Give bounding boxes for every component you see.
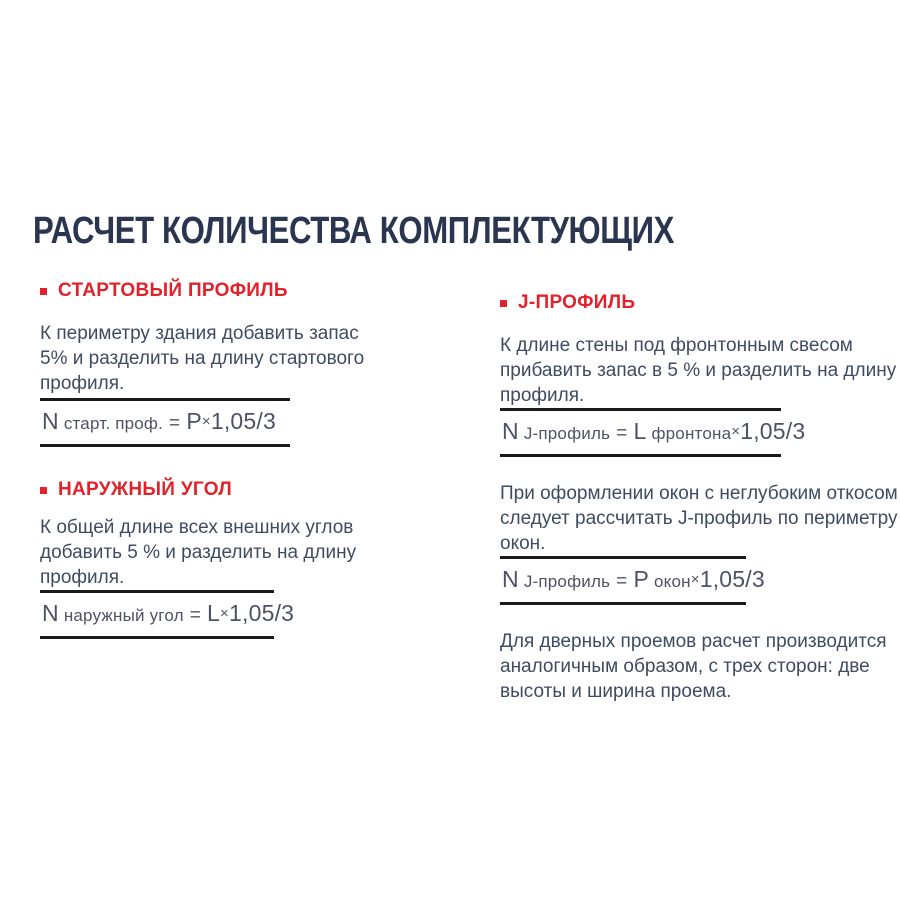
section-heading-label: СТАРТОВЫЙ ПРОФИЛЬ	[58, 280, 288, 301]
paragraph-line: К общей длине всех внешних углов	[40, 517, 354, 538]
paragraph-outer-corner	[40, 515, 362, 590]
formula-n: N	[502, 418, 519, 444]
formula-value: 1,05/3	[740, 418, 806, 444]
page-title: РАСЧЕТ КОЛИЧЕСТВА КОМПЛЕКТУЮЩИХ	[33, 210, 674, 252]
formula-variable: P	[186, 408, 202, 434]
paragraph-j-profile-windows	[500, 481, 898, 556]
paragraph-j-profile-gable	[500, 333, 897, 408]
paragraph-line: добавить 5 % и разделить на длину	[40, 542, 357, 563]
formula-start-profile	[40, 398, 290, 447]
formula-multiply-icon: ×	[690, 571, 700, 588]
paragraph-line: Для дверных проемов расчет производится	[500, 631, 887, 652]
section-heading-j-profile	[500, 293, 852, 313]
paragraph-line: следует рассчитать J-профиль по периметру	[500, 508, 898, 529]
paragraph-line: профиля.	[500, 385, 585, 406]
formula-label: старт. проф.	[63, 414, 164, 433]
formula-variable: L	[633, 418, 647, 444]
paragraph-line: К длине стены под фронтонным свесом	[500, 335, 853, 356]
section-heading-label: J-ПРОФИЛЬ	[518, 292, 636, 313]
section-heading-label: НАРУЖНЫЙ УГОЛ	[58, 479, 232, 500]
paragraph-line: При оформлении окон с неглубоким откосом	[500, 483, 898, 504]
formula-n: N	[42, 600, 59, 626]
formula-label: J-профиль	[523, 572, 611, 591]
formula-variable: P	[633, 566, 649, 592]
paragraph-line: высоты и ширина проема.	[500, 681, 732, 702]
formula-label: J-профиль	[523, 424, 611, 443]
section-heading-start-profile	[40, 281, 362, 301]
paragraph-line: К периметру здания добавить запас	[40, 323, 359, 344]
formula-n: N	[502, 566, 519, 592]
formula-equals: =	[616, 423, 628, 444]
paragraph-line: окон.	[500, 533, 546, 554]
paragraph-door-openings	[500, 629, 887, 704]
formula-multiply-icon: ×	[201, 413, 211, 430]
formula-varsub: фронтона	[651, 424, 732, 443]
formula-value: 1,05/3	[210, 408, 276, 434]
paragraph-line: 5% и разделить на длину стартового	[40, 348, 365, 369]
paragraph-start-profile	[40, 321, 365, 396]
formula-j-profile-gable	[500, 408, 806, 457]
bullet-icon	[500, 300, 507, 307]
left-column	[40, 280, 365, 639]
formula-multiply-icon: ×	[731, 423, 741, 440]
bullet-icon	[40, 487, 47, 494]
formula-value: 1,05/3	[699, 566, 765, 592]
paragraph-line: аналогичным образом, с трех сторон: две	[500, 656, 870, 677]
paragraph-line: прибавить запас в 5 % и разделить на длину	[500, 360, 897, 381]
formula-equals: =	[616, 571, 628, 592]
formula-varsub: окон	[654, 572, 691, 591]
formula-variable: L	[207, 600, 221, 626]
formula-equals: =	[189, 605, 202, 626]
formula-j-profile-windows	[500, 556, 765, 605]
formula-label: наружный угол	[63, 606, 184, 625]
formula-outer-corner	[40, 590, 295, 639]
formula-multiply-icon: ×	[220, 605, 230, 622]
section-heading-outer-corner	[40, 480, 362, 500]
paragraph-line: профиля.	[40, 567, 125, 588]
paragraph-line: профиля.	[40, 373, 125, 394]
formula-n: N	[42, 408, 59, 434]
formula-value: 1,05/3	[229, 600, 295, 626]
right-column	[500, 292, 898, 704]
bullet-icon	[40, 288, 47, 295]
formula-equals: =	[169, 413, 181, 434]
